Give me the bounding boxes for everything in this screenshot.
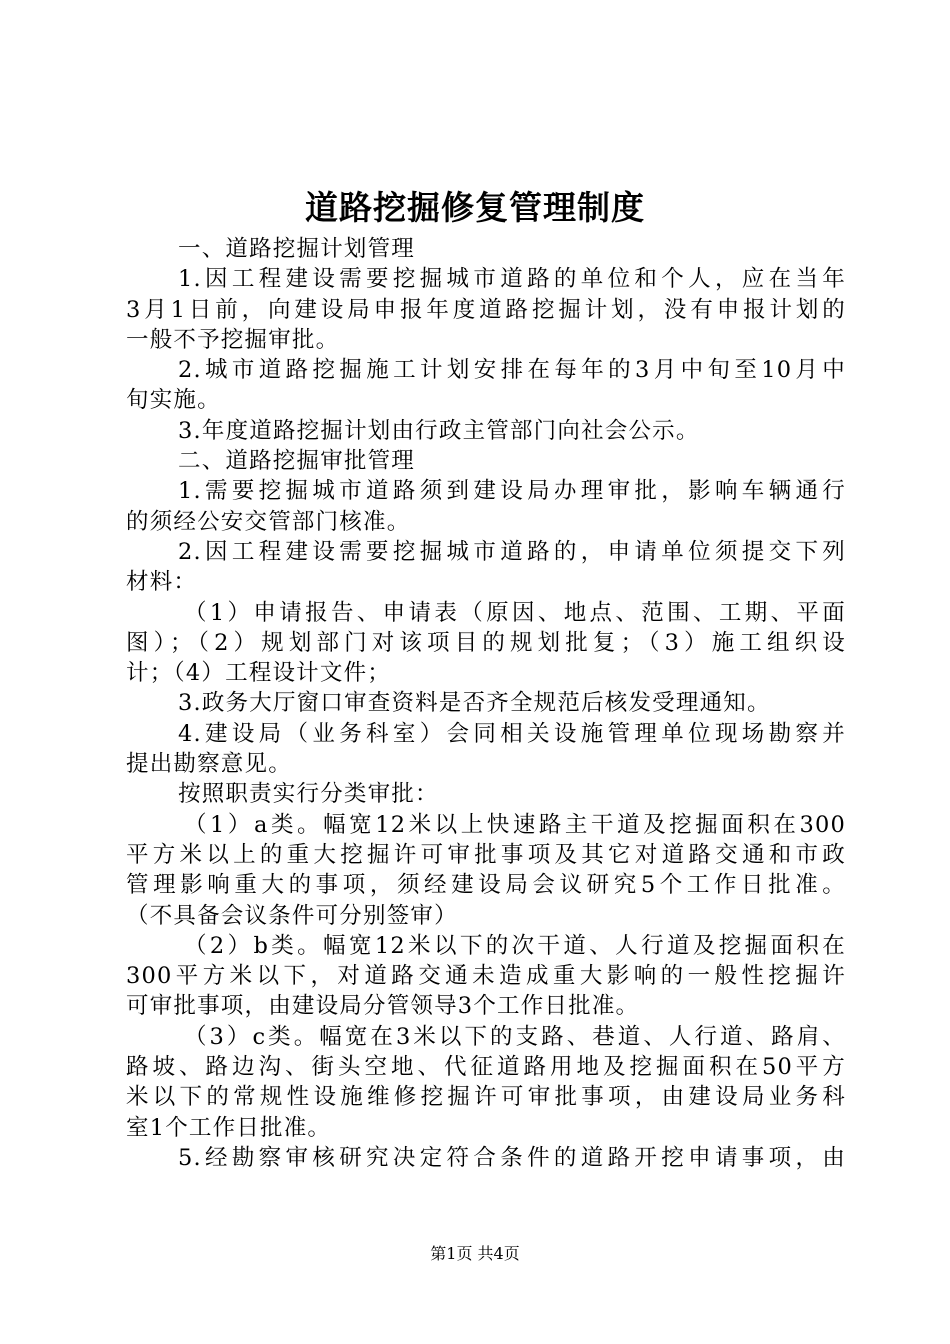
paragraph-line: 5.经勘察审核研究决定符合条件的道路开挖申请事项，由	[178, 1144, 846, 1171]
paragraph-line: 的须经公安交管部门核准。	[126, 508, 411, 535]
paragraph-line: 1.需要挖掘城市道路须到建设局办理审批，影响车辆通行	[178, 478, 846, 505]
paragraph-line: （2）b类。幅宽12米以下的次干道、人行道及挖掘面积在	[184, 932, 846, 959]
paragraph-line: 旬实施。	[126, 387, 221, 414]
paragraph-line: 计；（4）工程设计文件；	[126, 660, 391, 687]
paragraph-line: 按照职责实行分类审批：	[178, 781, 439, 808]
paragraph-line: 图）；（2）规划部门对该项目的规划批复；（3）施工组织设	[126, 629, 846, 656]
document-body	[126, 234, 846, 1173]
section-heading: 二、道路挖掘审批管理	[178, 448, 416, 475]
paragraph-line: 米以下的常规性设施维修挖掘许可审批事项，由建设局业务科	[126, 1084, 846, 1111]
paragraph-line: 室1个工作日批准。	[126, 1114, 332, 1141]
paragraph-line: （不具备会议条件可分别签审）	[126, 902, 458, 929]
paragraph-line: 路坡、路边沟、街头空地、代征道路用地及挖掘面积在50平方	[126, 1054, 846, 1081]
paragraph-line: 一般不予挖掘审批。	[126, 326, 340, 353]
paragraph-line: （3）c类。幅宽在3米以下的支路、巷道、人行道、路肩、	[184, 1023, 846, 1050]
section-heading: 一、道路挖掘计划管理	[178, 236, 416, 262]
paragraph-line: 3.年度道路挖掘计划由行政主管部门向社会公示。	[178, 417, 700, 444]
paragraph-line: 提出勘察意见。	[126, 751, 292, 778]
document-title: 道路挖掘修复管理制度	[305, 188, 645, 227]
paragraph-line: 管理影响重大的事项，须经建设局会议研究5个工作日批准。	[126, 872, 846, 899]
paragraph-line: 1.因工程建设需要挖掘城市道路的单位和个人，应在当年	[178, 266, 846, 293]
paragraph-line: 2.城市道路挖掘施工计划安排在每年的3月中旬至10月中	[178, 357, 846, 384]
paragraph-line: 平方米以上的重大挖掘许可审批事项及其它对道路交通和市政	[126, 841, 846, 868]
paragraph-line: 可审批事项，由建设局分管领导3个工作日批准。	[126, 993, 640, 1020]
paragraph-line: 3月1日前，向建设局申报年度道路挖掘计划，没有申报计划的	[126, 296, 846, 323]
paragraph-line: （1）申请报告、申请表（原因、地点、范围、工期、平面	[184, 599, 846, 626]
paragraph-line: （1）a类。幅宽12米以上快速路主干道及挖掘面积在300	[184, 811, 846, 838]
paragraph-line: 材料：	[126, 569, 198, 596]
paragraph-line: 3.政务大厅窗口审查资料是否齐全规范后核发受理通知。	[178, 690, 771, 717]
paragraph-line: 300平方米以下，对道路交通未造成重大影响的一般性挖掘许	[126, 963, 846, 990]
paragraph-line: 4.建设局（业务科室）会同相关设施管理单位现场勘察并	[178, 720, 846, 747]
page-footer: 第1页 共4页	[430, 1244, 520, 1263]
paragraph-line: 2.因工程建设需要挖掘城市道路的，申请单位须提交下列	[178, 538, 846, 565]
